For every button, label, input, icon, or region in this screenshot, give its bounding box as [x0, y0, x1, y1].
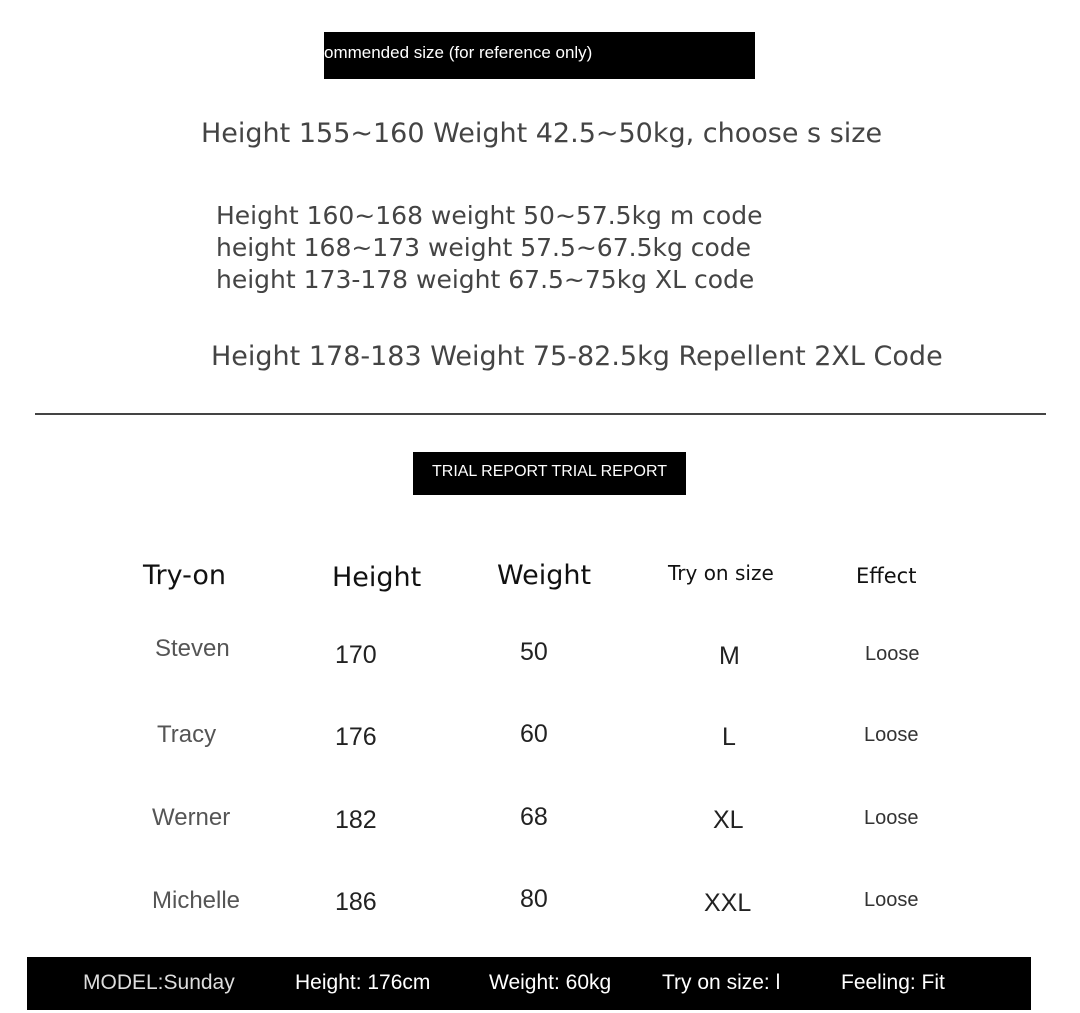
table-cell-effect: Loose	[864, 724, 919, 746]
table-cell-size: L	[722, 723, 736, 751]
table-cell-size: M	[719, 642, 740, 670]
table-cell-effect: Loose	[864, 807, 919, 829]
header-weight: Weight	[497, 560, 592, 591]
table-cell-height: 186	[335, 888, 377, 916]
header-height: Height	[332, 562, 422, 593]
table-cell-height: 176	[335, 723, 377, 751]
table-cell-name: Werner	[152, 804, 231, 831]
table-cell-effect: Loose	[865, 643, 920, 665]
size-recommendation-3: height 168~173 weight 57.5~67.5kg code	[216, 233, 752, 262]
table-cell-height: 182	[335, 806, 377, 834]
trial-report-banner-text: TRIAL REPORT TRIAL REPORT	[431, 463, 668, 480]
table-cell-size: XXL	[704, 889, 752, 917]
table-cell-height: 170	[335, 641, 377, 669]
model-feeling: Feeling: Fit	[841, 971, 945, 994]
model-weight: Weight: 60kg	[489, 971, 612, 994]
table-cell-name: Steven	[155, 635, 230, 662]
size-recommendation-4: height 173-178 weight 67.5~75kg XL code	[216, 265, 755, 294]
model-name: MODEL:Sunday	[83, 971, 235, 994]
size-recommendation-1: Height 155~160 Weight 42.5~50kg, choose s size	[201, 118, 883, 149]
table-cell-weight: 60	[520, 720, 548, 748]
recommended-size-banner	[324, 32, 755, 79]
trial-report-banner	[413, 452, 686, 495]
header-try-on-size: Try on size	[668, 561, 774, 585]
recommended-size-banner-text: ommended size (for reference only)	[324, 43, 593, 62]
table-cell-name: Tracy	[157, 721, 217, 748]
size-recommendation-5: Height 178-183 Weight 75-82.5kg Repellent 2XL Code	[211, 341, 943, 372]
model-height: Height: 176cm	[295, 971, 431, 994]
table-cell-size: XL	[713, 806, 744, 834]
table-cell-name: Michelle	[152, 887, 241, 914]
header-effect: Effect	[856, 564, 917, 588]
table-cell-weight: 50	[520, 638, 548, 666]
section-divider	[35, 413, 1046, 415]
model-size: Try on size: l	[662, 971, 781, 994]
model-info-bar	[27, 957, 1031, 1010]
table-cell-effect: Loose	[864, 889, 919, 911]
size-recommendation-2: Height 160~168 weight 50~57.5kg m code	[216, 201, 763, 230]
table-cell-weight: 68	[520, 803, 548, 831]
table-cell-weight: 80	[520, 885, 548, 913]
header-try-on: Try-on	[143, 560, 227, 591]
